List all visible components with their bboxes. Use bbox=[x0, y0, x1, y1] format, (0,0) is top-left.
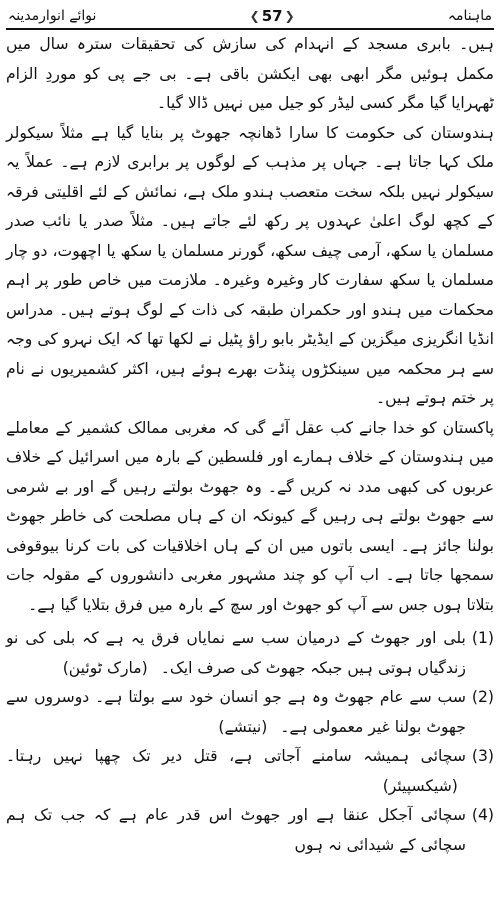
paragraph-1: ہیں۔ بابری مسجد کے انہدام کی سازش کی تحقیقات سترہ سال میں مکمل ہوئیں مگر ابھی بھی ایکشن باقی ہے۔ بی جے پی کو موردِ الزام ٹھہرایا گیا مگر کسی لیڈر کو جیل میں نہیں ڈالا گیا۔ bbox=[6, 35, 494, 112]
quote-number: (2) bbox=[471, 688, 494, 706]
quote-item-3 bbox=[6, 742, 494, 801]
paragraph-2: ہندوستان کی حکومت کا سارا ڈھانچہ جھوٹ پر بنایا گیا ہے مثلاً سیکولر ملک کہا جاتا ہے۔ جہاں پر مذہب کے لوگوں پر برابری لازم ہے۔ عملاً یہ سیکولر نہیں بلکہ سخت متعصب ہندو ملک ہے، نمائش کے لئے اقلیتی فرقہ کے کچھ لوگ اعلیٰ عہدوں پر رکھ لئے جاتے ہیں۔ مثلاً صدر یا نائب صدر مسلمان یا سکھ، آرمی چیف سکھ، گورنر مسلمان یا سکھ یا اچھوت، دو چار مسلمان یا سکھ سفارت کار وغیرہ وغیرہ۔ ملازمت میں خاص طور پر اہم محکمات میں ہندو اور حکمران طبقہ کی ذات کے لوگ ہوتے ہیں۔ مدراس انڈیا انگریزی میگزین کے ایڈیٹر بابو راؤ پٹیل نے لکھا تھا کہ ایک نہرو کی وجہ سے ہر محکمہ میں سینکڑوں پنڈت بھرے ہوئے ہیں، اکثر کشمیریوں نے نام پر ختم ہوتے ہیں۔ bbox=[6, 123, 494, 407]
ornament-right-icon: ❯ bbox=[284, 9, 295, 23]
quote-item-4 bbox=[6, 801, 494, 860]
page-number: 57 bbox=[261, 7, 283, 25]
quote-author: (مارک ٹوئین) bbox=[62, 658, 148, 677]
quote-number: (1) bbox=[471, 629, 494, 647]
ornament-left-icon: ❮ bbox=[249, 9, 260, 23]
quote-list bbox=[6, 624, 494, 860]
page-header bbox=[6, 4, 494, 30]
quote-number: (4) bbox=[471, 806, 494, 824]
quote-text: سب سے عام جھوٹ وہ ہے جو انسان خود سے بولتا ہے۔ دوسروں سے جھوٹ بولنا غیر معمولی ہے۔ bbox=[6, 688, 466, 736]
quote-number: (3) bbox=[471, 747, 494, 765]
quote-text: سچائی آجکل عنقا ہے اور جھوٹ اس قدر عام ہے کہ جب تک ہم سچائی کے شیدائی نہ ہوں bbox=[6, 806, 466, 854]
quote-item-1 bbox=[6, 624, 494, 683]
quote-text: سچائی ہمیشہ سامنے آجاتی ہے، قتل دیر تک چھپا نہیں رہتا۔ bbox=[6, 747, 466, 765]
magazine-title: نوائے انوارمدینہ bbox=[8, 8, 97, 24]
article-body bbox=[6, 30, 494, 860]
magazine-type: ماہنامہ bbox=[447, 8, 492, 24]
quote-text: بلی اور جھوٹ کے درمیان سب سے نمایاں فرق یہ ہے کہ بلی کی نو زندگیاں ہوتی ہیں جبکہ جھوٹ کی صرف ایک۔ bbox=[6, 629, 466, 677]
paragraph-3: پاکستان کو خدا جانے کب عقل آئے گی کہ مغربی ممالک کشمیر کے معاملے میں ہندوستان کے خلاف ہمارے اور فلسطین کے بارہ میں اسرائیل کے خلاف عربوں کی کبھی مدد نہ کریں گے۔ وہ جھوٹ بولتے رہیں گے اور بے شرمی سے جھوٹ بولتے ہی رہیں گے کیونکہ ان کے ہاں مصلحت کی خاطر جھوٹ بولنا جائز ہے۔ ایسی باتوں میں ان کے ہاں اخلاقیات کی بات کرنا بیوقوفی سمجھا جاتا ہے۔ اب آپ کو چند مشہور مغربی دانشوروں کے مقولہ جات بتلاتا ہوں جس سے آپ کو جھوٹ اور سچ کے بارہ میں فرق بتلایا گیا ہے۔ bbox=[6, 418, 494, 614]
quote-item-2 bbox=[6, 683, 494, 742]
quote-author: (شیکسپیئر) bbox=[382, 776, 458, 795]
page-number-badge bbox=[248, 7, 297, 25]
quote-author: (نیتشے) bbox=[218, 717, 268, 736]
